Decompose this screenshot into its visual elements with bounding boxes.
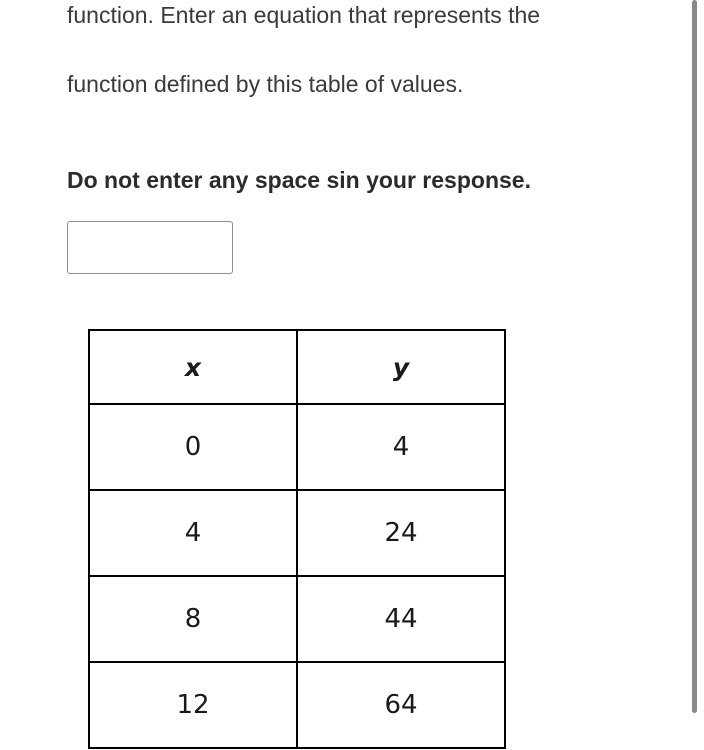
table-header-x: x — [89, 330, 297, 404]
table-cell-y: 64 — [297, 662, 505, 748]
vertical-scrollbar[interactable] — [692, 0, 697, 713]
table-cell-x: 12 — [89, 662, 297, 748]
table-row — [89, 662, 505, 748]
question-text-line-2: function defined by this table of values. — [67, 71, 464, 97]
table-cell-x: 4 — [89, 490, 297, 576]
table-cell-y: 4 — [297, 404, 505, 490]
table-header-row — [89, 330, 505, 404]
table-cell-y: 44 — [297, 576, 505, 662]
table-header-y: y — [297, 330, 505, 404]
values-table — [88, 329, 506, 749]
table-row — [89, 576, 505, 662]
answer-input[interactable] — [67, 221, 233, 274]
question-text-line-1: function. Enter an equation that represents the — [67, 2, 541, 28]
table-row — [89, 404, 505, 490]
table-cell-y: 24 — [297, 490, 505, 576]
instruction-text: Do not enter any space sin your response. — [67, 167, 531, 193]
table-cell-x: 8 — [89, 576, 297, 662]
table-cell-x: 0 — [89, 404, 297, 490]
table-row — [89, 490, 505, 576]
